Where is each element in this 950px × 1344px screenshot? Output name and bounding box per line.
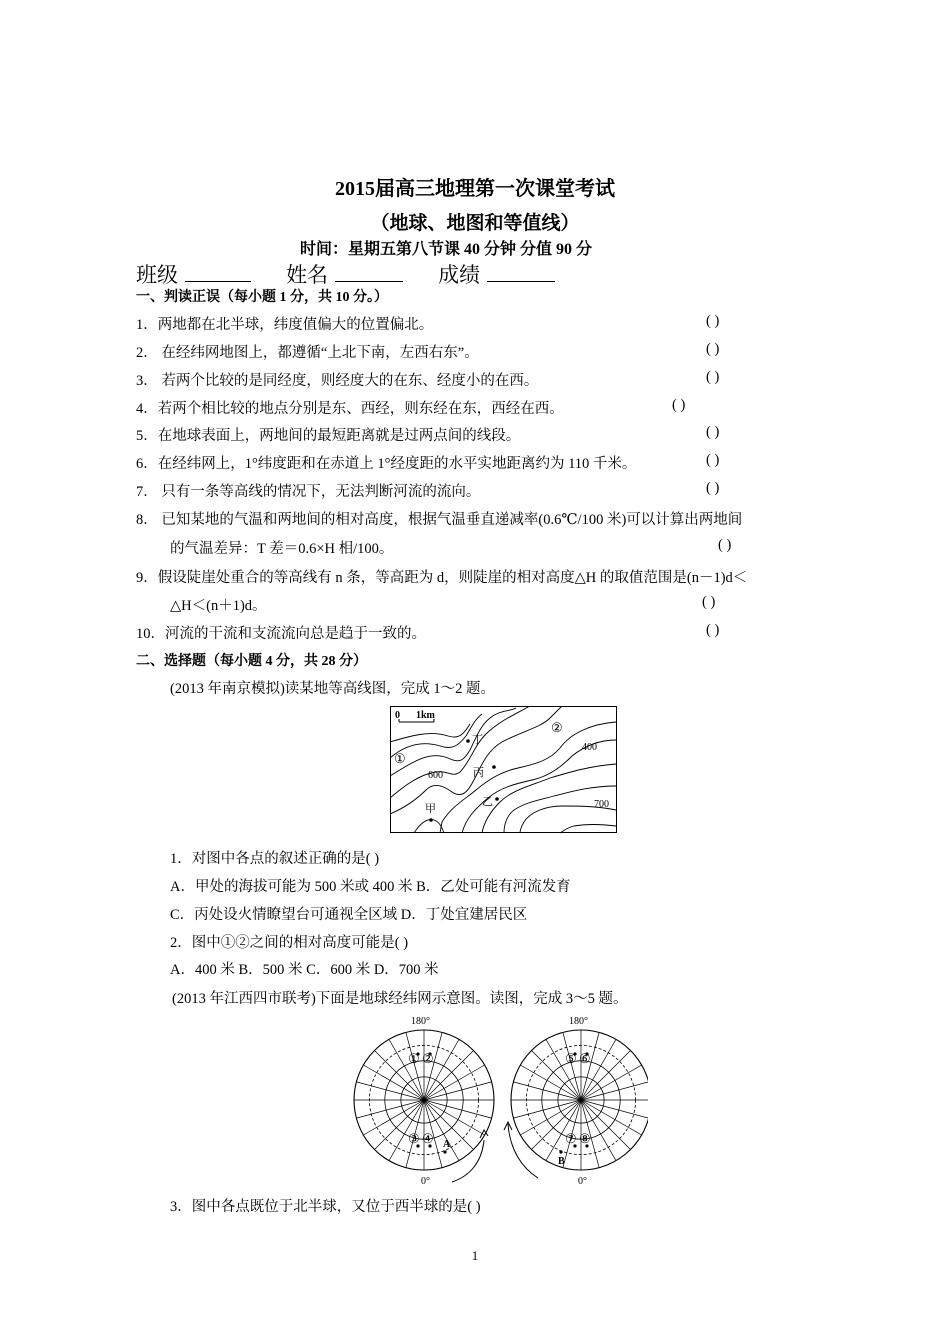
globe-figure (348, 1012, 648, 1190)
left-point-1-label: ① (408, 1051, 420, 1066)
s2-intro-2: (2013 年江西四市联考)下面是地球经纬网示意图。读图，完成 3～5 题。 (172, 991, 628, 1007)
right-meridian-line (520, 1100, 581, 1135)
q2-options: A．400 米 B．500 米 C．600 米 D．700 米 (170, 962, 439, 978)
s1-answer-2[interactable]: ( ) (706, 341, 720, 357)
left-meridian-line (424, 1032, 442, 1100)
s1-answer-7[interactable]: ( ) (706, 480, 720, 496)
left-point-2-label: ② (422, 1051, 434, 1066)
left-meridian-line (363, 1100, 424, 1135)
left-point-3-label: ③ (408, 1131, 420, 1146)
q1-options-cd: C．丙处设火情瞭望台可通视全区域 D．丁处宜建居民区 (170, 907, 528, 923)
q1-stem: 1．对图中各点的叙述正确的是( ) (170, 851, 380, 867)
class-blank[interactable] (185, 263, 251, 282)
right-meridian-line (513, 1082, 581, 1100)
page-subtitle: （地球、地图和等值线） (370, 213, 580, 234)
s1-item-10: 10．河流的干流和支流流向总是趋于一致的。 (136, 626, 426, 642)
page-title: 2015届高三地理第一次课堂考试 (335, 178, 615, 200)
point-ding-dot (466, 739, 470, 743)
left-meridian-line (424, 1082, 492, 1100)
right-point-7-label: ⑦ (565, 1131, 577, 1146)
left-marker-dot (443, 1150, 446, 1153)
q1-options-ab: A．甲处的海拔可能为 500 米或 400 米 B．乙处可能有河流发育 (170, 879, 571, 895)
right-pole-dot (580, 1099, 583, 1102)
right-meridian-line (581, 1065, 642, 1100)
point-yi-dot (495, 797, 499, 801)
right-marker-b-label: B (558, 1156, 565, 1167)
s1-answer-1[interactable]: ( ) (706, 313, 720, 329)
scale-zero-label: 0 (395, 710, 400, 721)
s1-item-2: 2． 在经纬网地图上，都遵循“上北下南，左西右东”。 (136, 345, 479, 361)
s2-intro-1: (2013 年南京模拟)读某地等高线图，完成 1～2 题。 (170, 681, 496, 697)
point-1-label: ① (394, 751, 406, 766)
left-pole-dot (423, 1099, 426, 1102)
right-point-6-label: ⑥ (579, 1051, 591, 1066)
s1-item-9: 9．假设陡崖处重合的等高线有 n 条，等高距为 d，则陡崖的相对高度△H 的取值范围是(n－1)d＜ (136, 570, 748, 586)
right-180-label: 180° (569, 1016, 588, 1027)
s1-item-4: 4．若两个相比较的地点分别是东、西经，则东经在东，西经在西。 (136, 401, 564, 417)
contour-600-label: 600 (428, 770, 443, 781)
s1-item-8-cont: 的气温差异：T 差＝0.6×H 相/100。 (170, 541, 394, 557)
exam-meta: 时间：星期五第八节课 40 分钟 分值 90 分 (300, 241, 593, 258)
s1-answer-10[interactable]: ( ) (706, 622, 720, 638)
s1-item-1: 1．两地都在北半球，纬度值偏大的位置偏北。 (136, 317, 434, 333)
s1-item-3: 3． 若两个比较的是同经度，则经度大的在东、经度小的在西。 (136, 373, 539, 389)
contour-400-label: 400 (582, 742, 597, 753)
point-ding-label: 丁 (472, 734, 483, 746)
s1-item-7: 7． 只有一条等高线的情况下，无法判断河流的流向。 (136, 484, 481, 500)
s1-answer-4[interactable]: ( ) (672, 397, 686, 413)
point-jia-dot (429, 818, 433, 822)
point-jia-label: 甲 (425, 803, 436, 815)
section2-heading: 二、选择题（每小题 4 分，共 28 分） (136, 654, 367, 669)
page-number: 1 (471, 1248, 479, 1263)
right-meridian-line (581, 1100, 648, 1118)
s1-answer-5[interactable]: ( ) (706, 424, 720, 440)
name-blank[interactable] (335, 263, 403, 282)
point-2-label: ② (551, 720, 563, 735)
contour-map (390, 706, 618, 834)
point-bing-label: 丙 (473, 767, 484, 779)
right-meridian-line (546, 1039, 581, 1100)
contour-700-label: 700 (594, 799, 609, 810)
score-blank[interactable] (487, 263, 555, 282)
scale-km-label: 1km (416, 710, 435, 721)
right-meridian-line (563, 1032, 581, 1100)
point-bing-dot (492, 765, 496, 769)
left-meridian-line (389, 1039, 424, 1100)
right-meridian-line (581, 1032, 599, 1100)
q2-stem: 2．图中①②之间的相对高度可能是( ) (170, 935, 409, 951)
s1-answer-3[interactable]: ( ) (706, 369, 720, 385)
left-meridian-line (356, 1082, 424, 1100)
left-meridian-line (424, 1065, 485, 1100)
s1-answer-6[interactable]: ( ) (706, 452, 720, 468)
s1-item-8: 8． 已知某地的气温和两地间的相对高度，根据气温垂直递减率(0.6℃/100 米)可以计算出两地间 (136, 512, 743, 528)
student-info-row (136, 259, 555, 289)
s1-answer-9[interactable]: ( ) (702, 594, 716, 610)
name-label: 姓名 (286, 263, 329, 287)
right-0-label: 0° (578, 1176, 587, 1187)
left-marker-a-label: A (443, 1139, 451, 1150)
left-meridian-line (406, 1032, 424, 1100)
left-180-label: 180° (411, 1016, 430, 1027)
right-meridian-line (513, 1100, 581, 1118)
point-yi-label: 乙 (482, 796, 493, 808)
q3-stem: 3．图中各点既位于北半球，又位于西半球的是( ) (170, 1199, 481, 1215)
s1-item-9-cont: △H＜(n＋1)d。 (170, 598, 267, 614)
s1-item-5: 5．在地球表面上，两地间的最短距离就是过两点间的线段。 (136, 428, 521, 444)
right-meridian-line (520, 1065, 581, 1100)
right-point-8-label: ⑧ (579, 1131, 591, 1146)
left-meridian-line (424, 1039, 459, 1100)
left-point-4-label: ④ (422, 1131, 434, 1146)
score-label: 成绩 (438, 263, 481, 287)
section1-heading: 一、判读正误（每小题 1 分，共 10 分。） (136, 290, 388, 305)
class-label: 班级 (136, 263, 178, 287)
right-marker-dot (559, 1150, 562, 1153)
left-0-label: 0° (421, 1176, 430, 1187)
right-point-5-label: ⑤ (565, 1051, 577, 1066)
left-meridian-line (363, 1065, 424, 1100)
left-meridian-line (356, 1100, 424, 1118)
s1-answer-8[interactable]: ( ) (718, 537, 732, 553)
left-meridian-line (424, 1100, 492, 1118)
s1-item-6: 6．在经纬网上，1°纬度距和在赤道上 1°经度距的水平实地距离约为 110 千米。 (136, 456, 637, 472)
right-meridian-line (581, 1082, 648, 1100)
right-meridian-line (581, 1039, 616, 1100)
